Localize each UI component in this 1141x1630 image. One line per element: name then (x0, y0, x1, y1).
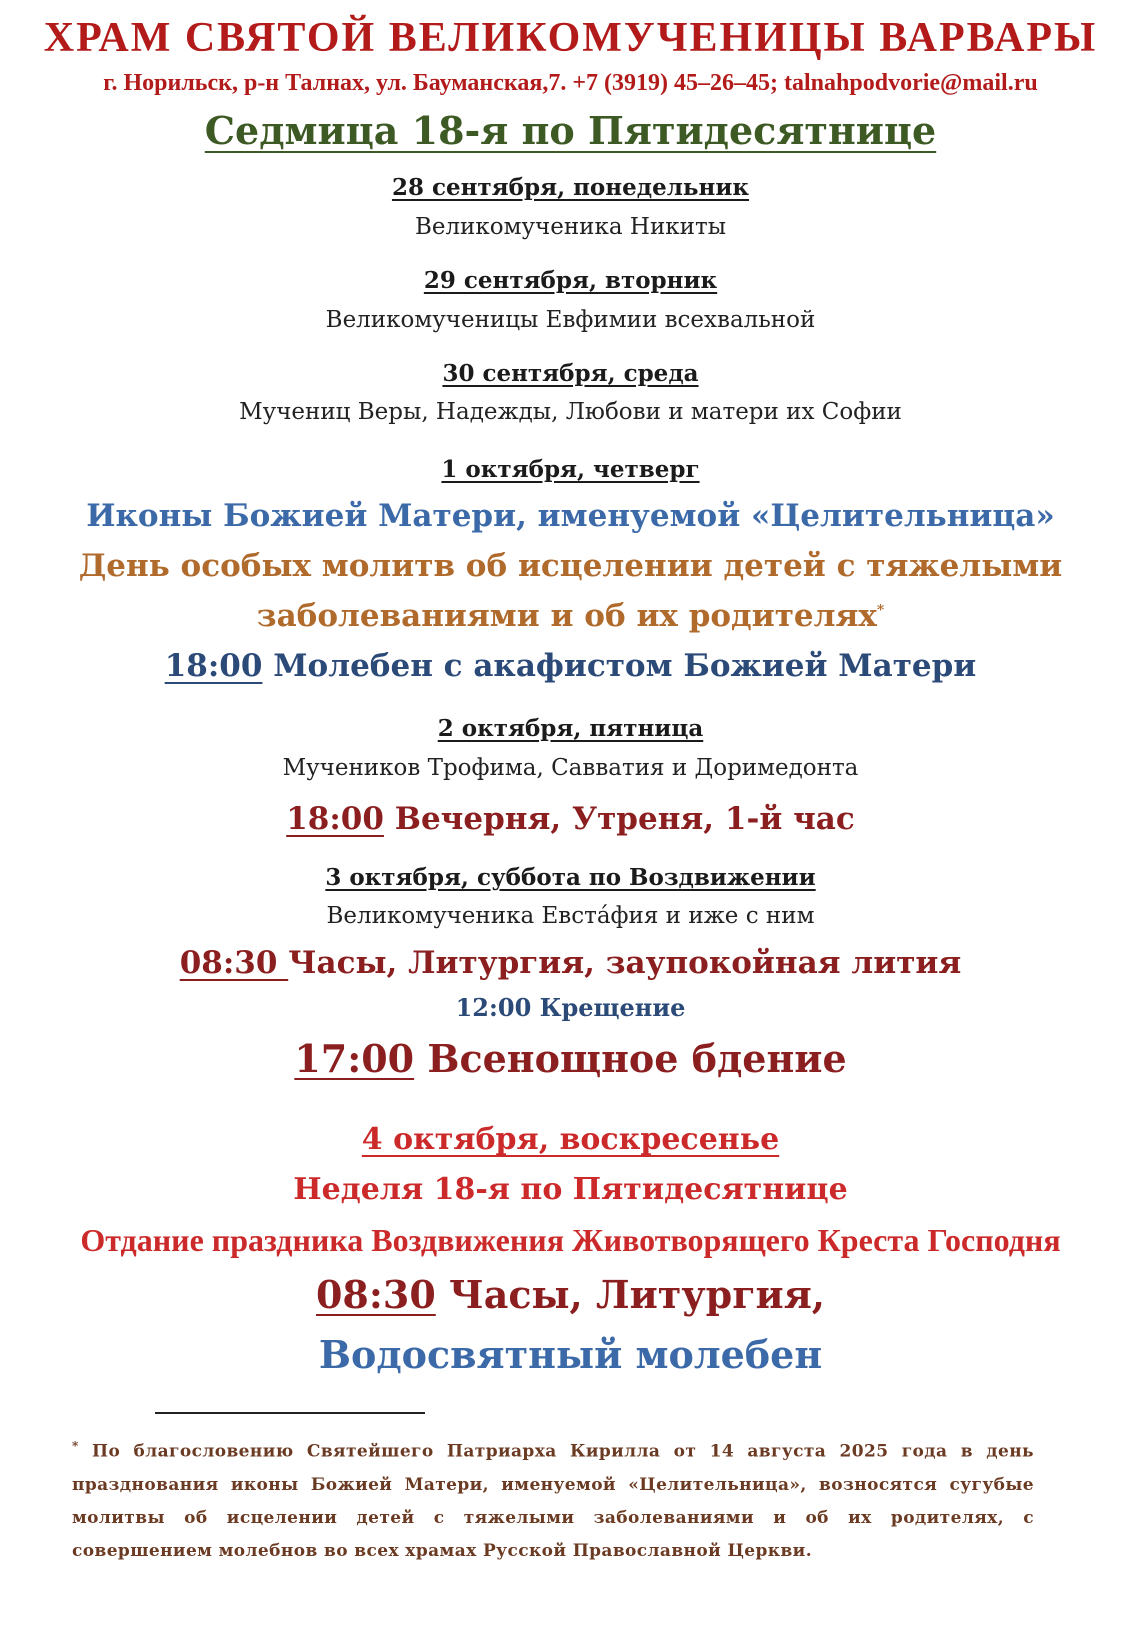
service-name: Вечерня, Утреня, 1-й час (394, 801, 855, 837)
day-date: 4 октября, воскресенье (361, 1122, 780, 1157)
service-time: 17:00 (294, 1036, 415, 1081)
service-line (0, 1036, 1141, 1081)
service-name: Всенощное бдение (427, 1036, 847, 1081)
day-date: 3 октября, суббота по Воздвижении (325, 864, 816, 891)
day-commemoration: Великомученика Никиты (414, 214, 727, 240)
service-name: Крещение (539, 993, 686, 1022)
day-date: 1 октября, четверг (441, 456, 700, 483)
service-time: 18:00 (286, 801, 384, 837)
service-name: Молебен с акафистом Божией Матери (273, 648, 977, 684)
church-address: г. Норильск, р-н Талнах, ул. Бауманская,7. +7 (3919) 45–26–45; talnahpodvorie@mail.ru (103, 70, 1038, 96)
day-commemoration: Мучеников Трофима, Савватия и Доримедонта (282, 755, 859, 781)
special-prayer-line: заболеваниями и об их родителях* (256, 598, 885, 634)
service-time: 08:30 (315, 1272, 436, 1317)
feast-title: Иконы Божией Матери, именуемой «Целительница» (86, 498, 1055, 534)
service-time: 12:00 (455, 993, 532, 1022)
service-line (0, 993, 1141, 1022)
day-date: 29 сентября, вторник (423, 267, 718, 294)
service-name: Часы, Литургия, заупокойная лития (288, 945, 962, 981)
service-time: 18:00 (164, 648, 263, 684)
church-name: ХРАМ СВЯТОЙ ВЕЛИКОМУЧЕНИЦЫ ВАРВАРЫ (43, 15, 1098, 61)
footnote (72, 1430, 1034, 1568)
service-line (0, 1272, 1141, 1317)
service-line: Водосвятный молебен (318, 1332, 823, 1377)
service-name: Часы, Литургия, (449, 1272, 826, 1317)
footnote-text: По благословению Святейшего Патриарха Кирилла от 14 августа 2025 года в день празднования иконы Божией Матери, именуемой «Целительница», возносятся сугубые молитвы об исцелении детей с тяжелыми заболеваниями и об их родителях, с совершением молебнов во всех храмах Русской Православной Церкви. (72, 1441, 1034, 1561)
day-commemoration: Великомученика Евста́фия и иже с ним (326, 903, 815, 929)
day-commemoration: Мучениц Веры, Надежды, Любови и матери их Софии (239, 399, 902, 425)
day-date: 28 сентября, понедельник (391, 174, 750, 201)
special-prayer-line: День особых молитв об исцелении детей с тяжелыми (78, 548, 1063, 584)
service-time: 08:30 (179, 945, 289, 981)
sunday-title: Неделя 18-я по Пятидесятнице (293, 1172, 848, 1207)
footnote-marker: * (876, 602, 885, 619)
day-date: 2 октября, пятница (437, 715, 704, 742)
week-title: Седмица 18-я по Пятидесятнице (204, 108, 937, 153)
footnote-marker: * (72, 1439, 79, 1453)
service-line (0, 801, 1141, 837)
day-commemoration: Великомученицы Евфимии всехвальной (325, 307, 816, 333)
service-line (0, 945, 1141, 981)
feast-title: Отдание праздника Воздвижения Животворящего Креста Господня (80, 1222, 1061, 1258)
footnote-divider (155, 1412, 425, 1414)
day-date: 30 сентября, среда (442, 360, 699, 387)
service-line (0, 648, 1141, 684)
